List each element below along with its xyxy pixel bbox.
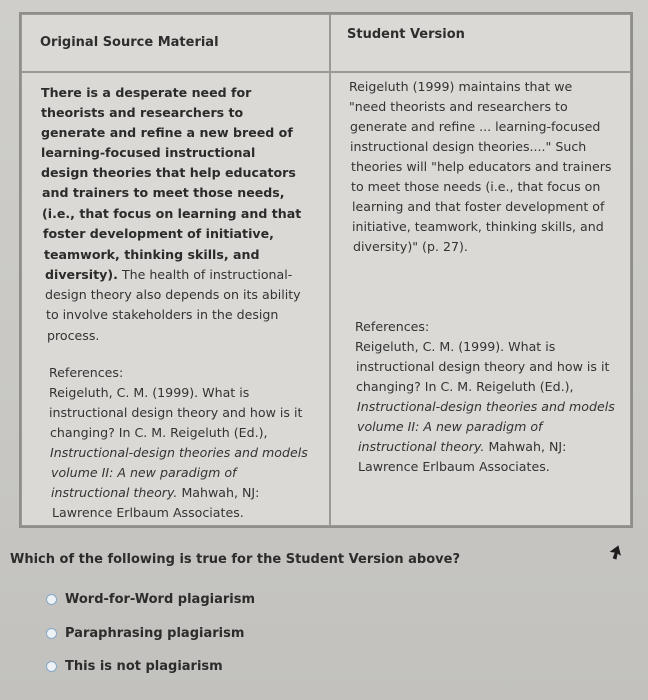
original-line-mixed [45, 265, 292, 285]
original-line: generate and refine a new breed of [41, 125, 293, 140]
original-plain-fragment: The health of instructional- [117, 267, 293, 282]
option-not-plagiarism[interactable] [46, 659, 223, 674]
student-ref-italic: Instructional-design theories and models [357, 399, 615, 414]
comparison-table [19, 12, 633, 528]
student-line: Reigeluth (1999) maintains that we [349, 79, 573, 94]
student-ref-line: instructional design theory and how is it [356, 359, 610, 374]
option-label: Word-for-Word plagiarism [65, 592, 255, 607]
radio-button[interactable] [46, 594, 57, 605]
header-cell-student [330, 14, 631, 72]
original-ref-italic: Instructional-design theories and models [50, 445, 308, 460]
radio-button[interactable] [46, 628, 57, 639]
original-ref-italic: volume II: A new paradigm of [51, 465, 237, 480]
original-line: process. [47, 328, 100, 343]
original-line: and trainers to meet those needs, [42, 185, 285, 200]
header-original-label: Original Source Material [40, 35, 219, 50]
original-line: (i.e., that focus on learning and that [42, 206, 302, 221]
student-line: learning and that foster development of [352, 199, 605, 214]
original-ref-line: Lawrence Erlbaum Associates. [52, 505, 244, 520]
student-line: to meet those needs (i.e., that focus on [351, 179, 601, 194]
header-student-label: Student Version [347, 27, 465, 42]
option-paraphrasing[interactable] [46, 626, 244, 641]
mouse-cursor-icon [608, 544, 624, 564]
original-line: theorists and researchers to [41, 105, 244, 120]
student-version-cell [330, 72, 631, 526]
option-label: Paraphrasing plagiarism [65, 626, 245, 641]
original-line: design theories that help educators [41, 165, 296, 180]
student-references-label: References: [355, 319, 430, 334]
question-prompt: Which of the following is true for the Student Version above? [10, 552, 460, 567]
original-ref-line: instructional design theory and how is it [49, 405, 303, 420]
original-ref-italic-fragment: instructional theory. [51, 485, 178, 500]
original-ref-line: changing? In C. M. Reigeluth (Ed.), [50, 425, 268, 440]
student-line: "need theorists and researchers to [349, 99, 568, 114]
radio-button[interactable] [46, 661, 57, 672]
original-references-label: References: [49, 365, 124, 380]
original-line: teamwork, thinking skills, and [44, 247, 260, 262]
original-line: foster development of initiative, [43, 226, 274, 241]
original-line: design theory also depends on its ability [45, 287, 301, 302]
student-line: diversity)" (p. 27). [353, 239, 468, 254]
original-bold-fragment: diversity). [45, 267, 118, 282]
original-line: There is a desperate need for [41, 85, 252, 100]
original-ref-line: Reigeluth, C. M. (1999). What is [49, 385, 250, 400]
original-line: to involve stakeholders in the design [46, 307, 279, 322]
student-ref-tail: Mahwah, NJ: [484, 439, 567, 454]
student-line: generate and refine ... learning-focused [350, 119, 601, 134]
original-ref-line-mixed [51, 483, 259, 503]
header-cell-original [21, 14, 330, 72]
student-ref-line: Lawrence Erlbaum Associates. [358, 459, 550, 474]
original-source-cell [21, 72, 330, 526]
original-line: learning-focused instructional [41, 145, 256, 160]
student-ref-line: changing? In C. M. Reigeluth (Ed.), [356, 379, 574, 394]
student-ref-line: Reigeluth, C. M. (1999). What is [355, 339, 556, 354]
student-ref-italic-fragment: instructional theory. [358, 439, 485, 454]
original-ref-tail: Mahwah, NJ: [177, 485, 260, 500]
option-word-for-word[interactable] [46, 592, 255, 607]
student-line: initiative, teamwork, thinking skills, and [352, 219, 604, 234]
option-label: This is not plagiarism [65, 659, 223, 674]
student-ref-line-mixed [358, 437, 566, 457]
student-line: theories will "help educators and trainers [351, 159, 612, 174]
student-ref-italic: volume II: A new paradigm of [357, 419, 543, 434]
student-line: instructional design theories...." Such [350, 139, 587, 154]
